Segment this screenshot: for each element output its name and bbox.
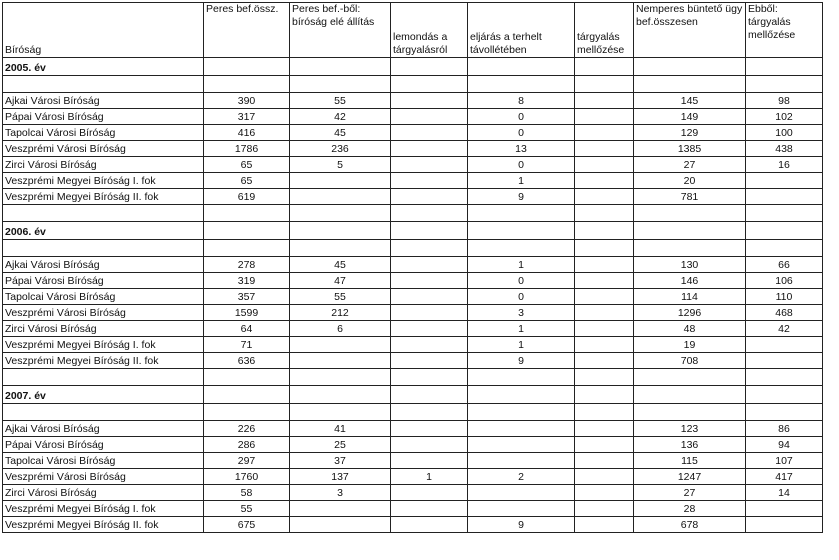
court-cell: Veszprémi Megyei Bíróság II. fok — [3, 189, 204, 205]
lemondas-cell — [391, 93, 468, 109]
empty-cell — [468, 404, 575, 421]
table-row — [3, 257, 823, 273]
lemondas-cell — [391, 421, 468, 437]
empty-cell — [746, 76, 823, 93]
nemperes-cell: 27 — [634, 157, 746, 173]
table-row — [3, 469, 823, 485]
targyalas-mellozese-cell — [575, 353, 634, 369]
lemondas-cell — [391, 109, 468, 125]
table-row — [3, 141, 823, 157]
tavolleteben-cell: 1 — [468, 321, 575, 337]
empty-cell — [391, 205, 468, 222]
court-cell: Zirci Városi Bíróság — [3, 157, 204, 173]
birosag-ele-allitas-cell: 236 — [290, 141, 391, 157]
table-row — [3, 501, 823, 517]
empty-cell — [468, 240, 575, 257]
empty-cell — [391, 404, 468, 421]
ebbol-mellozese-cell: 94 — [746, 437, 823, 453]
court-cell: Veszprémi Városi Bíróság — [3, 469, 204, 485]
lemondas-cell — [391, 125, 468, 141]
ebbol-mellozese-cell: 106 — [746, 273, 823, 289]
empty-cell — [204, 240, 290, 257]
ebbol-mellozese-cell — [746, 173, 823, 189]
table-row — [3, 125, 823, 141]
empty-cell — [391, 369, 468, 386]
birosag-ele-allitas-cell: 212 — [290, 305, 391, 321]
tavolleteben-cell: 0 — [468, 109, 575, 125]
ebbol-mellozese-cell: 417 — [746, 469, 823, 485]
peres-bef-ossz-cell: 357 — [204, 289, 290, 305]
empty-cell — [290, 58, 391, 76]
empty-cell — [290, 386, 391, 404]
table-row — [3, 289, 823, 305]
targyalas-mellozese-cell — [575, 337, 634, 353]
targyalas-mellozese-cell — [575, 189, 634, 205]
tavolleteben-cell: 9 — [468, 353, 575, 369]
lemondas-cell — [391, 501, 468, 517]
header-tavolleteben: eljárás a terhelt távollétében — [468, 3, 575, 58]
lemondas-cell — [391, 453, 468, 469]
empty-cell — [290, 205, 391, 222]
empty-cell — [575, 58, 634, 76]
nemperes-cell: 149 — [634, 109, 746, 125]
header-ebbol-mellozese: Ebből: tárgyalás mellőzése — [746, 3, 823, 58]
nemperes-cell: 130 — [634, 257, 746, 273]
nemperes-cell: 27 — [634, 485, 746, 501]
empty-cell — [468, 58, 575, 76]
nemperes-cell: 145 — [634, 93, 746, 109]
court-cell: Veszprémi Városi Bíróság — [3, 305, 204, 321]
year-label: 2007. év — [3, 386, 204, 404]
header-targyalas-mellozese: tárgyalás mellőzése — [575, 3, 634, 58]
empty-cell — [3, 404, 204, 421]
nemperes-cell: 48 — [634, 321, 746, 337]
birosag-ele-allitas-cell: 45 — [290, 125, 391, 141]
birosag-ele-allitas-cell: 25 — [290, 437, 391, 453]
empty-cell — [746, 369, 823, 386]
tavolleteben-cell: 1 — [468, 257, 575, 273]
tavolleteben-cell: 1 — [468, 337, 575, 353]
nemperes-cell: 708 — [634, 353, 746, 369]
year-label: 2006. év — [3, 222, 204, 240]
empty-cell — [391, 76, 468, 93]
header-nemperes: Nemperes büntető ügy bef.összesen — [634, 3, 746, 58]
ebbol-mellozese-cell: 66 — [746, 257, 823, 273]
ebbol-mellozese-cell: 438 — [746, 141, 823, 157]
empty-cell — [468, 222, 575, 240]
birosag-ele-allitas-cell — [290, 337, 391, 353]
empty-cell — [204, 58, 290, 76]
empty-cell — [290, 369, 391, 386]
court-cell: Ajkai Városi Bíróság — [3, 257, 204, 273]
table-row — [3, 437, 823, 453]
lemondas-cell — [391, 437, 468, 453]
empty-cell — [575, 205, 634, 222]
empty-cell — [575, 404, 634, 421]
spacer-row — [3, 369, 823, 386]
ebbol-mellozese-cell — [746, 501, 823, 517]
spacer-row — [3, 404, 823, 421]
lemondas-cell — [391, 257, 468, 273]
empty-cell — [634, 404, 746, 421]
targyalas-mellozese-cell — [575, 321, 634, 337]
empty-cell — [746, 222, 823, 240]
empty-cell — [204, 386, 290, 404]
peres-bef-ossz-cell: 636 — [204, 353, 290, 369]
ebbol-mellozese-cell: 98 — [746, 93, 823, 109]
targyalas-mellozese-cell — [575, 273, 634, 289]
lemondas-cell — [391, 173, 468, 189]
table-row — [3, 421, 823, 437]
tavolleteben-cell: 0 — [468, 273, 575, 289]
year-row — [3, 386, 823, 404]
peres-bef-ossz-cell: 55 — [204, 501, 290, 517]
empty-cell — [468, 369, 575, 386]
empty-cell — [468, 205, 575, 222]
peres-bef-ossz-cell: 65 — [204, 157, 290, 173]
lemondas-cell — [391, 485, 468, 501]
peres-bef-ossz-cell: 317 — [204, 109, 290, 125]
tavolleteben-cell: 8 — [468, 93, 575, 109]
lemondas-cell — [391, 321, 468, 337]
ebbol-mellozese-cell: 102 — [746, 109, 823, 125]
ebbol-mellozese-cell — [746, 337, 823, 353]
header-court: Bíróság — [3, 3, 204, 58]
empty-cell — [575, 386, 634, 404]
peres-bef-ossz-cell: 58 — [204, 485, 290, 501]
empty-cell — [575, 76, 634, 93]
birosag-ele-allitas-cell — [290, 517, 391, 533]
targyalas-mellozese-cell — [575, 289, 634, 305]
empty-cell — [204, 205, 290, 222]
lemondas-cell — [391, 517, 468, 533]
ebbol-mellozese-cell — [746, 189, 823, 205]
peres-bef-ossz-cell: 619 — [204, 189, 290, 205]
nemperes-cell: 1385 — [634, 141, 746, 157]
targyalas-mellozese-cell — [575, 141, 634, 157]
empty-cell — [746, 240, 823, 257]
tavolleteben-cell — [468, 437, 575, 453]
empty-cell — [634, 58, 746, 76]
empty-cell — [204, 222, 290, 240]
peres-bef-ossz-cell: 1599 — [204, 305, 290, 321]
court-statistics-table — [2, 2, 823, 533]
ebbol-mellozese-cell: 110 — [746, 289, 823, 305]
targyalas-mellozese-cell — [575, 421, 634, 437]
table-row — [3, 109, 823, 125]
table-row — [3, 485, 823, 501]
empty-cell — [746, 404, 823, 421]
targyalas-mellozese-cell — [575, 517, 634, 533]
spacer-row — [3, 205, 823, 222]
court-cell: Tapolcai Városi Bíróság — [3, 289, 204, 305]
targyalas-mellozese-cell — [575, 501, 634, 517]
nemperes-cell: 1247 — [634, 469, 746, 485]
tavolleteben-cell: 9 — [468, 189, 575, 205]
tavolleteben-cell — [468, 501, 575, 517]
targyalas-mellozese-cell — [575, 157, 634, 173]
ebbol-mellozese-cell — [746, 517, 823, 533]
court-cell: Veszprémi Megyei Bíróság I. fok — [3, 173, 204, 189]
year-label: 2005. év — [3, 58, 204, 76]
empty-cell — [3, 369, 204, 386]
birosag-ele-allitas-cell — [290, 353, 391, 369]
tavolleteben-cell — [468, 485, 575, 501]
targyalas-mellozese-cell — [575, 305, 634, 321]
peres-bef-ossz-cell: 1760 — [204, 469, 290, 485]
table-row — [3, 517, 823, 533]
ebbol-mellozese-cell: 14 — [746, 485, 823, 501]
birosag-ele-allitas-cell: 55 — [290, 93, 391, 109]
empty-cell — [634, 222, 746, 240]
ebbol-mellozese-cell: 100 — [746, 125, 823, 141]
empty-cell — [290, 404, 391, 421]
court-cell: Ajkai Városi Bíróság — [3, 421, 204, 437]
nemperes-cell: 19 — [634, 337, 746, 353]
lemondas-cell — [391, 189, 468, 205]
table-row — [3, 337, 823, 353]
tavolleteben-cell — [468, 453, 575, 469]
court-cell: Pápai Városi Bíróság — [3, 273, 204, 289]
empty-cell — [204, 369, 290, 386]
nemperes-cell: 781 — [634, 189, 746, 205]
lemondas-cell — [391, 157, 468, 173]
empty-cell — [290, 76, 391, 93]
birosag-ele-allitas-cell — [290, 501, 391, 517]
header-birosag-ele-allitas: Peres bef.-ből: bíróság elé állítás — [290, 3, 391, 58]
birosag-ele-allitas-cell — [290, 173, 391, 189]
table-row — [3, 453, 823, 469]
targyalas-mellozese-cell — [575, 453, 634, 469]
court-cell: Ajkai Városi Bíróság — [3, 93, 204, 109]
birosag-ele-allitas-cell: 41 — [290, 421, 391, 437]
peres-bef-ossz-cell: 64 — [204, 321, 290, 337]
nemperes-cell: 28 — [634, 501, 746, 517]
ebbol-mellozese-cell: 107 — [746, 453, 823, 469]
nemperes-cell: 146 — [634, 273, 746, 289]
birosag-ele-allitas-cell: 6 — [290, 321, 391, 337]
lemondas-cell — [391, 337, 468, 353]
birosag-ele-allitas-cell: 137 — [290, 469, 391, 485]
tavolleteben-cell: 9 — [468, 517, 575, 533]
empty-cell — [575, 222, 634, 240]
lemondas-cell — [391, 141, 468, 157]
tavolleteben-cell: 0 — [468, 157, 575, 173]
empty-cell — [634, 386, 746, 404]
peres-bef-ossz-cell: 1786 — [204, 141, 290, 157]
table-row — [3, 353, 823, 369]
tavolleteben-cell: 1 — [468, 173, 575, 189]
nemperes-cell: 1296 — [634, 305, 746, 321]
ebbol-mellozese-cell: 468 — [746, 305, 823, 321]
empty-cell — [634, 240, 746, 257]
court-cell: Tapolcai Városi Bíróság — [3, 125, 204, 141]
peres-bef-ossz-cell: 319 — [204, 273, 290, 289]
nemperes-cell: 114 — [634, 289, 746, 305]
court-cell: Veszprémi Megyei Bíróság II. fok — [3, 353, 204, 369]
targyalas-mellozese-cell — [575, 257, 634, 273]
table-row — [3, 321, 823, 337]
peres-bef-ossz-cell: 65 — [204, 173, 290, 189]
year-row — [3, 222, 823, 240]
empty-cell — [204, 404, 290, 421]
peres-bef-ossz-cell: 71 — [204, 337, 290, 353]
court-cell: Veszprémi Megyei Bíróság II. fok — [3, 517, 204, 533]
targyalas-mellozese-cell — [575, 173, 634, 189]
birosag-ele-allitas-cell: 45 — [290, 257, 391, 273]
table-row — [3, 173, 823, 189]
spacer-row — [3, 240, 823, 257]
nemperes-cell: 678 — [634, 517, 746, 533]
court-cell: Veszprémi Megyei Bíróság I. fok — [3, 337, 204, 353]
targyalas-mellozese-cell — [575, 93, 634, 109]
birosag-ele-allitas-cell: 47 — [290, 273, 391, 289]
peres-bef-ossz-cell: 278 — [204, 257, 290, 273]
birosag-ele-allitas-cell: 3 — [290, 485, 391, 501]
tavolleteben-cell: 0 — [468, 289, 575, 305]
targyalas-mellozese-cell — [575, 109, 634, 125]
nemperes-cell: 136 — [634, 437, 746, 453]
empty-cell — [391, 58, 468, 76]
birosag-ele-allitas-cell: 55 — [290, 289, 391, 305]
peres-bef-ossz-cell: 286 — [204, 437, 290, 453]
lemondas-cell: 1 — [391, 469, 468, 485]
ebbol-mellozese-cell: 42 — [746, 321, 823, 337]
empty-cell — [575, 369, 634, 386]
peres-bef-ossz-cell: 390 — [204, 93, 290, 109]
nemperes-cell: 123 — [634, 421, 746, 437]
spacer-row — [3, 76, 823, 93]
header-peres-bef-ossz: Peres bef.össz. — [204, 3, 290, 58]
targyalas-mellozese-cell — [575, 437, 634, 453]
empty-cell — [634, 76, 746, 93]
empty-cell — [3, 240, 204, 257]
empty-cell — [204, 76, 290, 93]
targyalas-mellozese-cell — [575, 485, 634, 501]
birosag-ele-allitas-cell: 42 — [290, 109, 391, 125]
empty-cell — [3, 76, 204, 93]
nemperes-cell: 129 — [634, 125, 746, 141]
tavolleteben-cell: 0 — [468, 125, 575, 141]
empty-cell — [468, 386, 575, 404]
court-cell: Zirci Városi Bíróság — [3, 321, 204, 337]
header-row — [3, 3, 823, 58]
empty-cell — [746, 58, 823, 76]
court-cell: Pápai Városi Bíróság — [3, 437, 204, 453]
ebbol-mellozese-cell: 16 — [746, 157, 823, 173]
header-lemondas: lemondás a tárgyalásról — [391, 3, 468, 58]
empty-cell — [3, 205, 204, 222]
tavolleteben-cell: 2 — [468, 469, 575, 485]
empty-cell — [290, 240, 391, 257]
empty-cell — [746, 205, 823, 222]
empty-cell — [468, 76, 575, 93]
targyalas-mellozese-cell — [575, 125, 634, 141]
lemondas-cell — [391, 289, 468, 305]
table-row — [3, 189, 823, 205]
tavolleteben-cell: 3 — [468, 305, 575, 321]
lemondas-cell — [391, 273, 468, 289]
tavolleteben-cell: 13 — [468, 141, 575, 157]
empty-cell — [391, 222, 468, 240]
peres-bef-ossz-cell: 297 — [204, 453, 290, 469]
court-cell: Veszprémi Városi Bíróság — [3, 141, 204, 157]
ebbol-mellozese-cell — [746, 353, 823, 369]
empty-cell — [746, 386, 823, 404]
table-row — [3, 93, 823, 109]
court-cell: Veszprémi Megyei Bíróság I. fok — [3, 501, 204, 517]
table-row — [3, 157, 823, 173]
ebbol-mellozese-cell: 86 — [746, 421, 823, 437]
table-row — [3, 273, 823, 289]
birosag-ele-allitas-cell: 37 — [290, 453, 391, 469]
court-cell: Tapolcai Városi Bíróság — [3, 453, 204, 469]
lemondas-cell — [391, 305, 468, 321]
empty-cell — [391, 386, 468, 404]
lemondas-cell — [391, 353, 468, 369]
birosag-ele-allitas-cell: 5 — [290, 157, 391, 173]
tavolleteben-cell — [468, 421, 575, 437]
empty-cell — [634, 205, 746, 222]
empty-cell — [391, 240, 468, 257]
empty-cell — [575, 240, 634, 257]
birosag-ele-allitas-cell — [290, 189, 391, 205]
empty-cell — [290, 222, 391, 240]
year-row — [3, 58, 823, 76]
peres-bef-ossz-cell: 416 — [204, 125, 290, 141]
targyalas-mellozese-cell — [575, 469, 634, 485]
empty-cell — [634, 369, 746, 386]
court-cell: Zirci Városi Bíróság — [3, 485, 204, 501]
nemperes-cell: 115 — [634, 453, 746, 469]
table-row — [3, 305, 823, 321]
nemperes-cell: 20 — [634, 173, 746, 189]
court-cell: Pápai Városi Bíróság — [3, 109, 204, 125]
peres-bef-ossz-cell: 226 — [204, 421, 290, 437]
peres-bef-ossz-cell: 675 — [204, 517, 290, 533]
